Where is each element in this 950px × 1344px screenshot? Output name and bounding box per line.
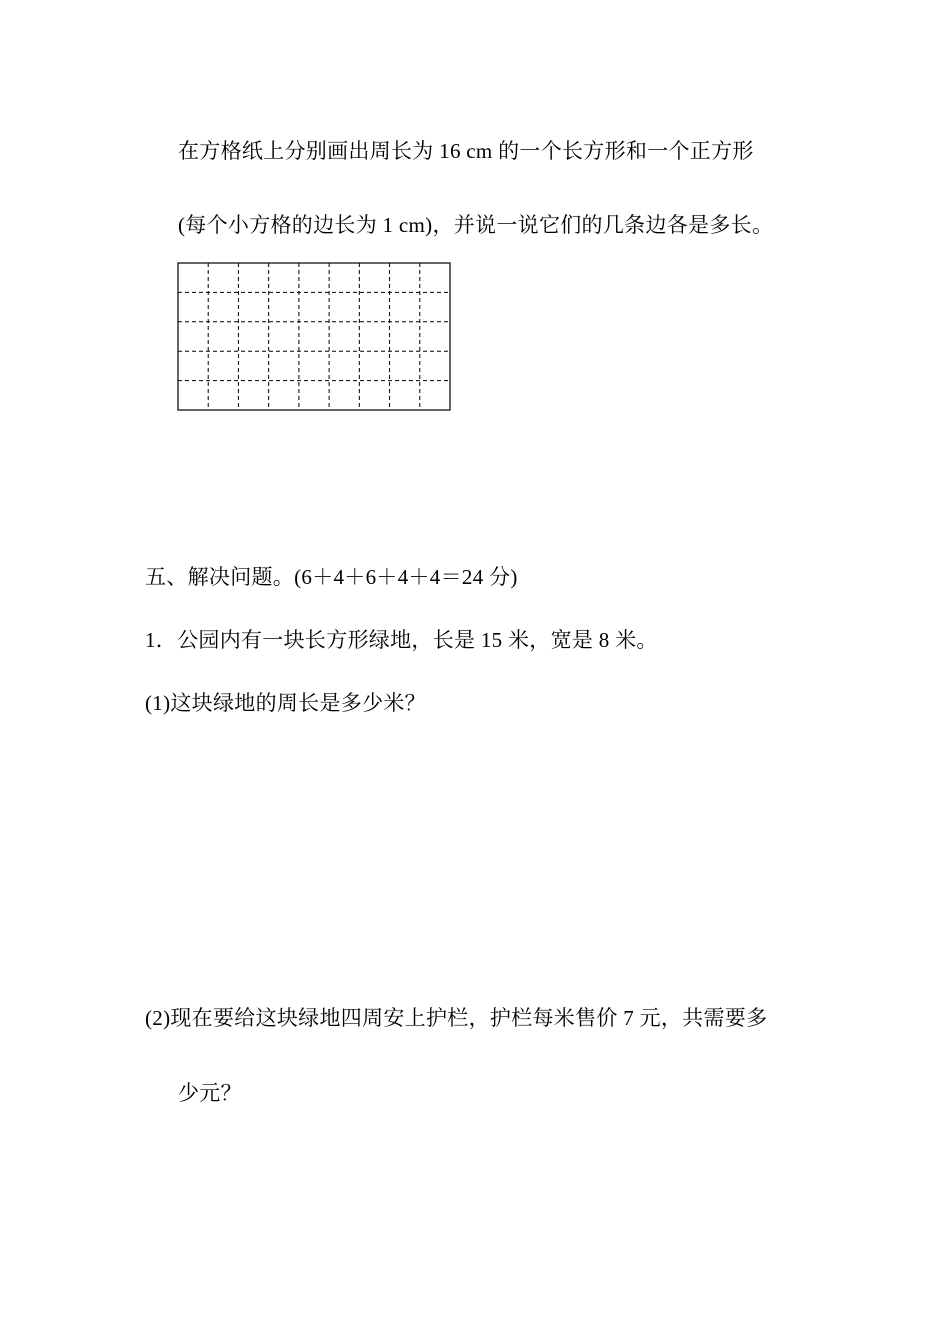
grid-border bbox=[178, 263, 450, 410]
question-1-part-2-line-1: (2)现在要给这块绿地四周安上护栏，护栏每米售价 7 元，共需要多 bbox=[145, 1006, 768, 1030]
square-grid-paper bbox=[177, 262, 451, 411]
drawing-task-line-1: 在方格纸上分别画出周长为 16 cm 的一个长方形和一个正方形 bbox=[178, 139, 754, 163]
question-1-part-1: (1)这块绿地的周长是多少米？ bbox=[145, 691, 426, 715]
question-1-stem: 1．公园内有一块长方形绿地，长是 15 米，宽是 8 米。 bbox=[145, 628, 658, 652]
drawing-task-line-2: (每个小方格的边长为 1 cm)，并说一说它们的几条边各是多长。 bbox=[178, 213, 774, 237]
section-5-heading: 五、解决问题。(6＋4＋6＋4＋4＝24 分) bbox=[145, 565, 518, 589]
question-1-part-2-line-2: 少元？ bbox=[178, 1081, 242, 1105]
